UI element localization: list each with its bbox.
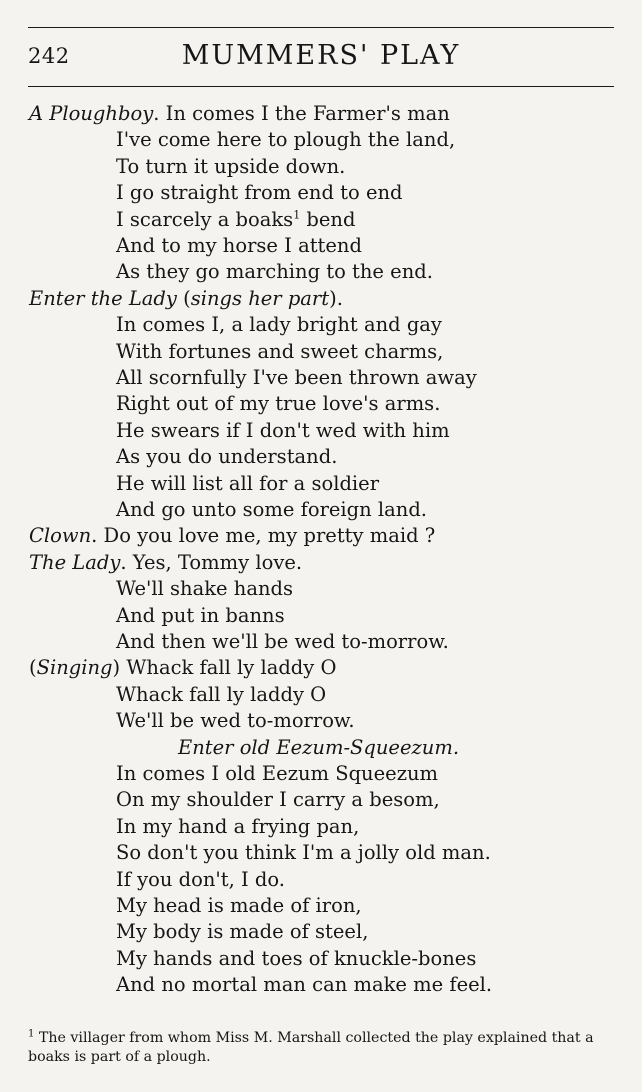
- verse-line: [116, 260, 433, 284]
- verse-text: On my shoulder I carry a besom,: [116, 788, 440, 812]
- verse-line: [116, 630, 449, 654]
- verse-text: I go straight from end to end: [116, 181, 403, 205]
- speaker-or-direction: Clown: [29, 524, 92, 548]
- verse-text: . In comes I the Farmer's man: [153, 102, 450, 125]
- verse-text: Right out of my true love's arms.: [116, 392, 441, 416]
- verse-line: [116, 366, 477, 390]
- verse-text: I've come here to plough the land,: [116, 128, 456, 152]
- verse-line: [116, 947, 476, 971]
- verse-text: All scornfully I've been thrown away: [116, 366, 477, 389]
- footnote-text: The villager from whom Miss M. Marshall collected the play explained that a boaks is part of a plough.: [28, 1030, 594, 1065]
- verse-text: And then we'll be wed to-morrow.: [116, 630, 449, 653]
- verse-line: [116, 683, 326, 707]
- verse-text: As you do understand.: [116, 445, 338, 469]
- verse-line: [178, 736, 459, 760]
- verse-line: [29, 524, 435, 548]
- speaker-or-direction: A Ploughboy: [29, 102, 154, 125]
- verse-text: With fortunes and sweet charms,: [116, 339, 444, 363]
- verse-line: [116, 234, 362, 258]
- verse-line: [116, 392, 440, 416]
- verse-text: He swears if I don't wed with him: [116, 418, 450, 442]
- verse-line: [116, 577, 293, 601]
- speaker-or-direction: Singing: [36, 656, 113, 680]
- verse-text: (: [29, 656, 37, 680]
- verse-text: Whack fall ly laddy O: [116, 682, 327, 706]
- speaker-or-direction: Enter the Lady: [29, 286, 177, 310]
- verse-line: [116, 419, 450, 443]
- verse-line: [29, 551, 302, 575]
- verse-line: [116, 313, 442, 337]
- verse-line: [116, 868, 285, 892]
- verse-text: My head is made of iron,: [116, 894, 362, 917]
- verse-line: [116, 788, 440, 812]
- verse-text: . Do you love me, my pretty maid ?: [91, 524, 436, 548]
- verse-text: We'll be wed to-morrow.: [116, 709, 355, 733]
- verse-text: ) Whack fall ly laddy O: [112, 656, 337, 680]
- verse-text: bend: [300, 207, 356, 231]
- verse-line: [29, 102, 450, 126]
- verse-text: ).: [329, 286, 343, 310]
- top-rule: [28, 27, 614, 28]
- page-number: 242: [28, 44, 70, 68]
- header-rule: [28, 86, 614, 87]
- footnote: [28, 1029, 620, 1067]
- speaker-or-direction: sings her part: [190, 286, 330, 310]
- verse-line: [116, 894, 362, 918]
- verse-text: And no mortal man can make me feel.: [116, 973, 493, 997]
- verse-text: We'll shake hands: [116, 577, 294, 601]
- verse-text: My hands and toes of knuckle-bones: [116, 946, 477, 970]
- verse-text: In comes I, a lady bright and gay: [116, 313, 442, 337]
- verse-line: [29, 287, 343, 311]
- verse-line: [116, 973, 492, 997]
- verse-line: [116, 709, 355, 733]
- speaker-or-direction: The Lady: [29, 550, 121, 574]
- verse-line: [116, 208, 355, 232]
- verse-text: In comes I old Eezum Squeezum: [116, 762, 439, 785]
- verse-line: [116, 815, 359, 839]
- verse-line: [116, 920, 368, 944]
- verse-text: So don't you think I'm a jolly old man.: [116, 841, 491, 865]
- verse-text: In my hand a frying pan,: [116, 814, 360, 838]
- verse-line: [29, 656, 337, 680]
- verse-line: [116, 762, 438, 786]
- verse-text: My body is made of steel,: [116, 920, 369, 944]
- footnote-ref: 1: [293, 208, 301, 222]
- verse-line: [116, 841, 491, 865]
- verse-text: . Yes, Tommy love.: [120, 550, 303, 574]
- verse-text: And put in banns: [116, 603, 285, 627]
- verse-text: (: [176, 286, 191, 310]
- verse-line: [116, 498, 427, 522]
- verse-line: [116, 128, 455, 152]
- verse-line: [116, 340, 443, 364]
- verse-text: I scarcely a boaks: [116, 207, 294, 231]
- verse-text: As they go marching to the end.: [116, 260, 433, 284]
- running-title: MUMMERS' PLAY: [181, 40, 461, 71]
- verse-text: And go unto some foreign land.: [116, 498, 428, 521]
- verse-line: [116, 445, 337, 469]
- verse-line: [116, 181, 403, 205]
- verse-line: [116, 472, 379, 496]
- speaker-or-direction: Enter old Eezum-Squeezum.: [178, 735, 460, 759]
- verse-line: [116, 155, 345, 179]
- verse-text: He will list all for a soldier: [116, 471, 380, 495]
- verse-text: If you don't, I do.: [116, 867, 285, 891]
- footnote-marker: 1: [28, 1028, 35, 1040]
- verse-text: And to my horse I attend: [116, 234, 362, 257]
- verse-line: [116, 604, 285, 628]
- verse-text: To turn it upside down.: [116, 154, 346, 178]
